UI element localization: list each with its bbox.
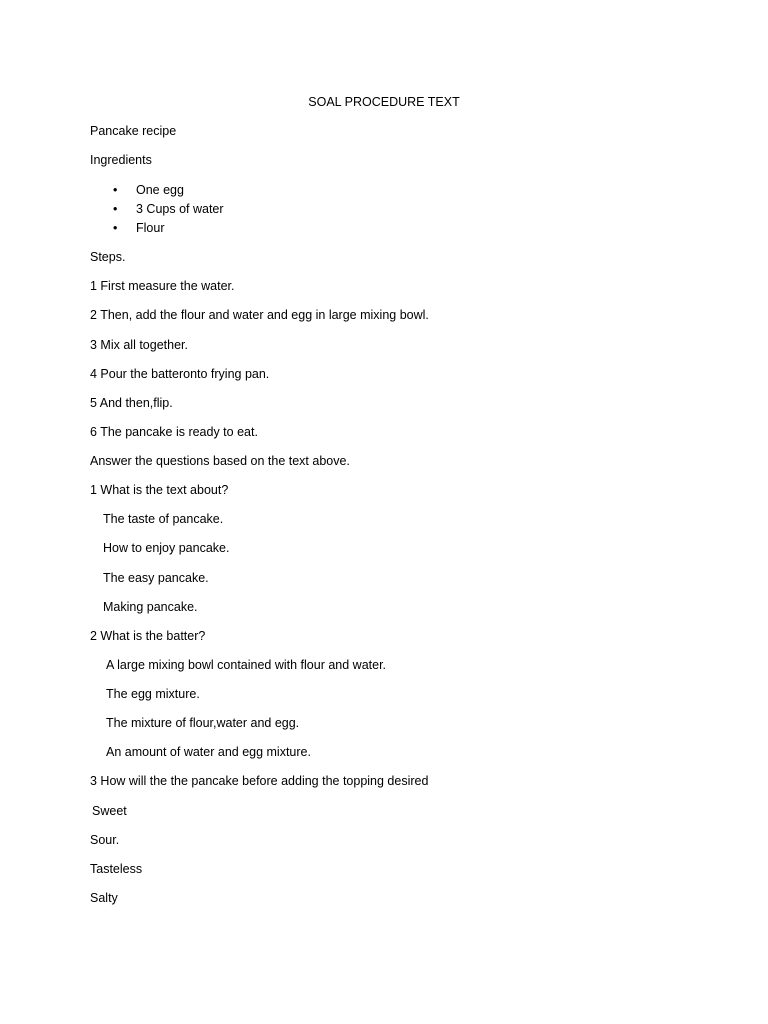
answer-option: The easy pancake.: [103, 571, 209, 585]
recipe-title: Pancake recipe: [90, 124, 177, 138]
steps-heading: Steps.: [90, 250, 126, 264]
ingredient-item: One egg: [136, 183, 184, 197]
document-title: SOAL PROCEDURE TEXT: [308, 95, 460, 109]
ingredient-item: 3 Cups of water: [136, 202, 224, 216]
step-item: 5 And then,flip.: [90, 396, 173, 410]
answer-option: The taste of pancake.: [103, 512, 224, 526]
bullet-icon: •: [113, 183, 118, 197]
ingredients-heading: Ingredients: [90, 153, 152, 167]
answer-option: Sweet: [92, 804, 127, 818]
step-item: 3 Mix all together.: [90, 338, 188, 352]
step-item: 1 First measure the water.: [90, 279, 235, 293]
answer-option: Making pancake.: [103, 600, 198, 614]
step-item: 6 The pancake is ready to eat.: [90, 425, 258, 439]
answer-option: Salty: [90, 891, 118, 905]
answer-option: The egg mixture.: [106, 687, 200, 701]
answer-option: Tasteless: [90, 862, 143, 876]
bullet-icon: •: [113, 221, 118, 235]
ingredient-item: Flour: [136, 221, 165, 235]
instruction-text: Answer the questions based on the text above.: [90, 454, 350, 468]
answer-option: A large mixing bowl contained with flour and water.: [106, 658, 387, 672]
question-text: 3 How will the the pancake before adding the topping desired: [90, 774, 429, 788]
answer-option: Sour.: [90, 833, 120, 847]
answer-option: An amount of water and egg mixture.: [106, 745, 311, 759]
bullet-icon: •: [113, 202, 118, 216]
step-item: 2 Then, add the flour and water and egg in large mixing bowl.: [90, 308, 429, 322]
step-item: 4 Pour the batteronto frying pan.: [90, 367, 270, 381]
answer-option: The mixture of flour,water and egg.: [106, 716, 300, 730]
answer-option: How to enjoy pancake.: [103, 541, 230, 555]
question-text: 1 What is the text about?: [90, 483, 229, 497]
question-text: 2 What is the batter?: [90, 629, 206, 643]
